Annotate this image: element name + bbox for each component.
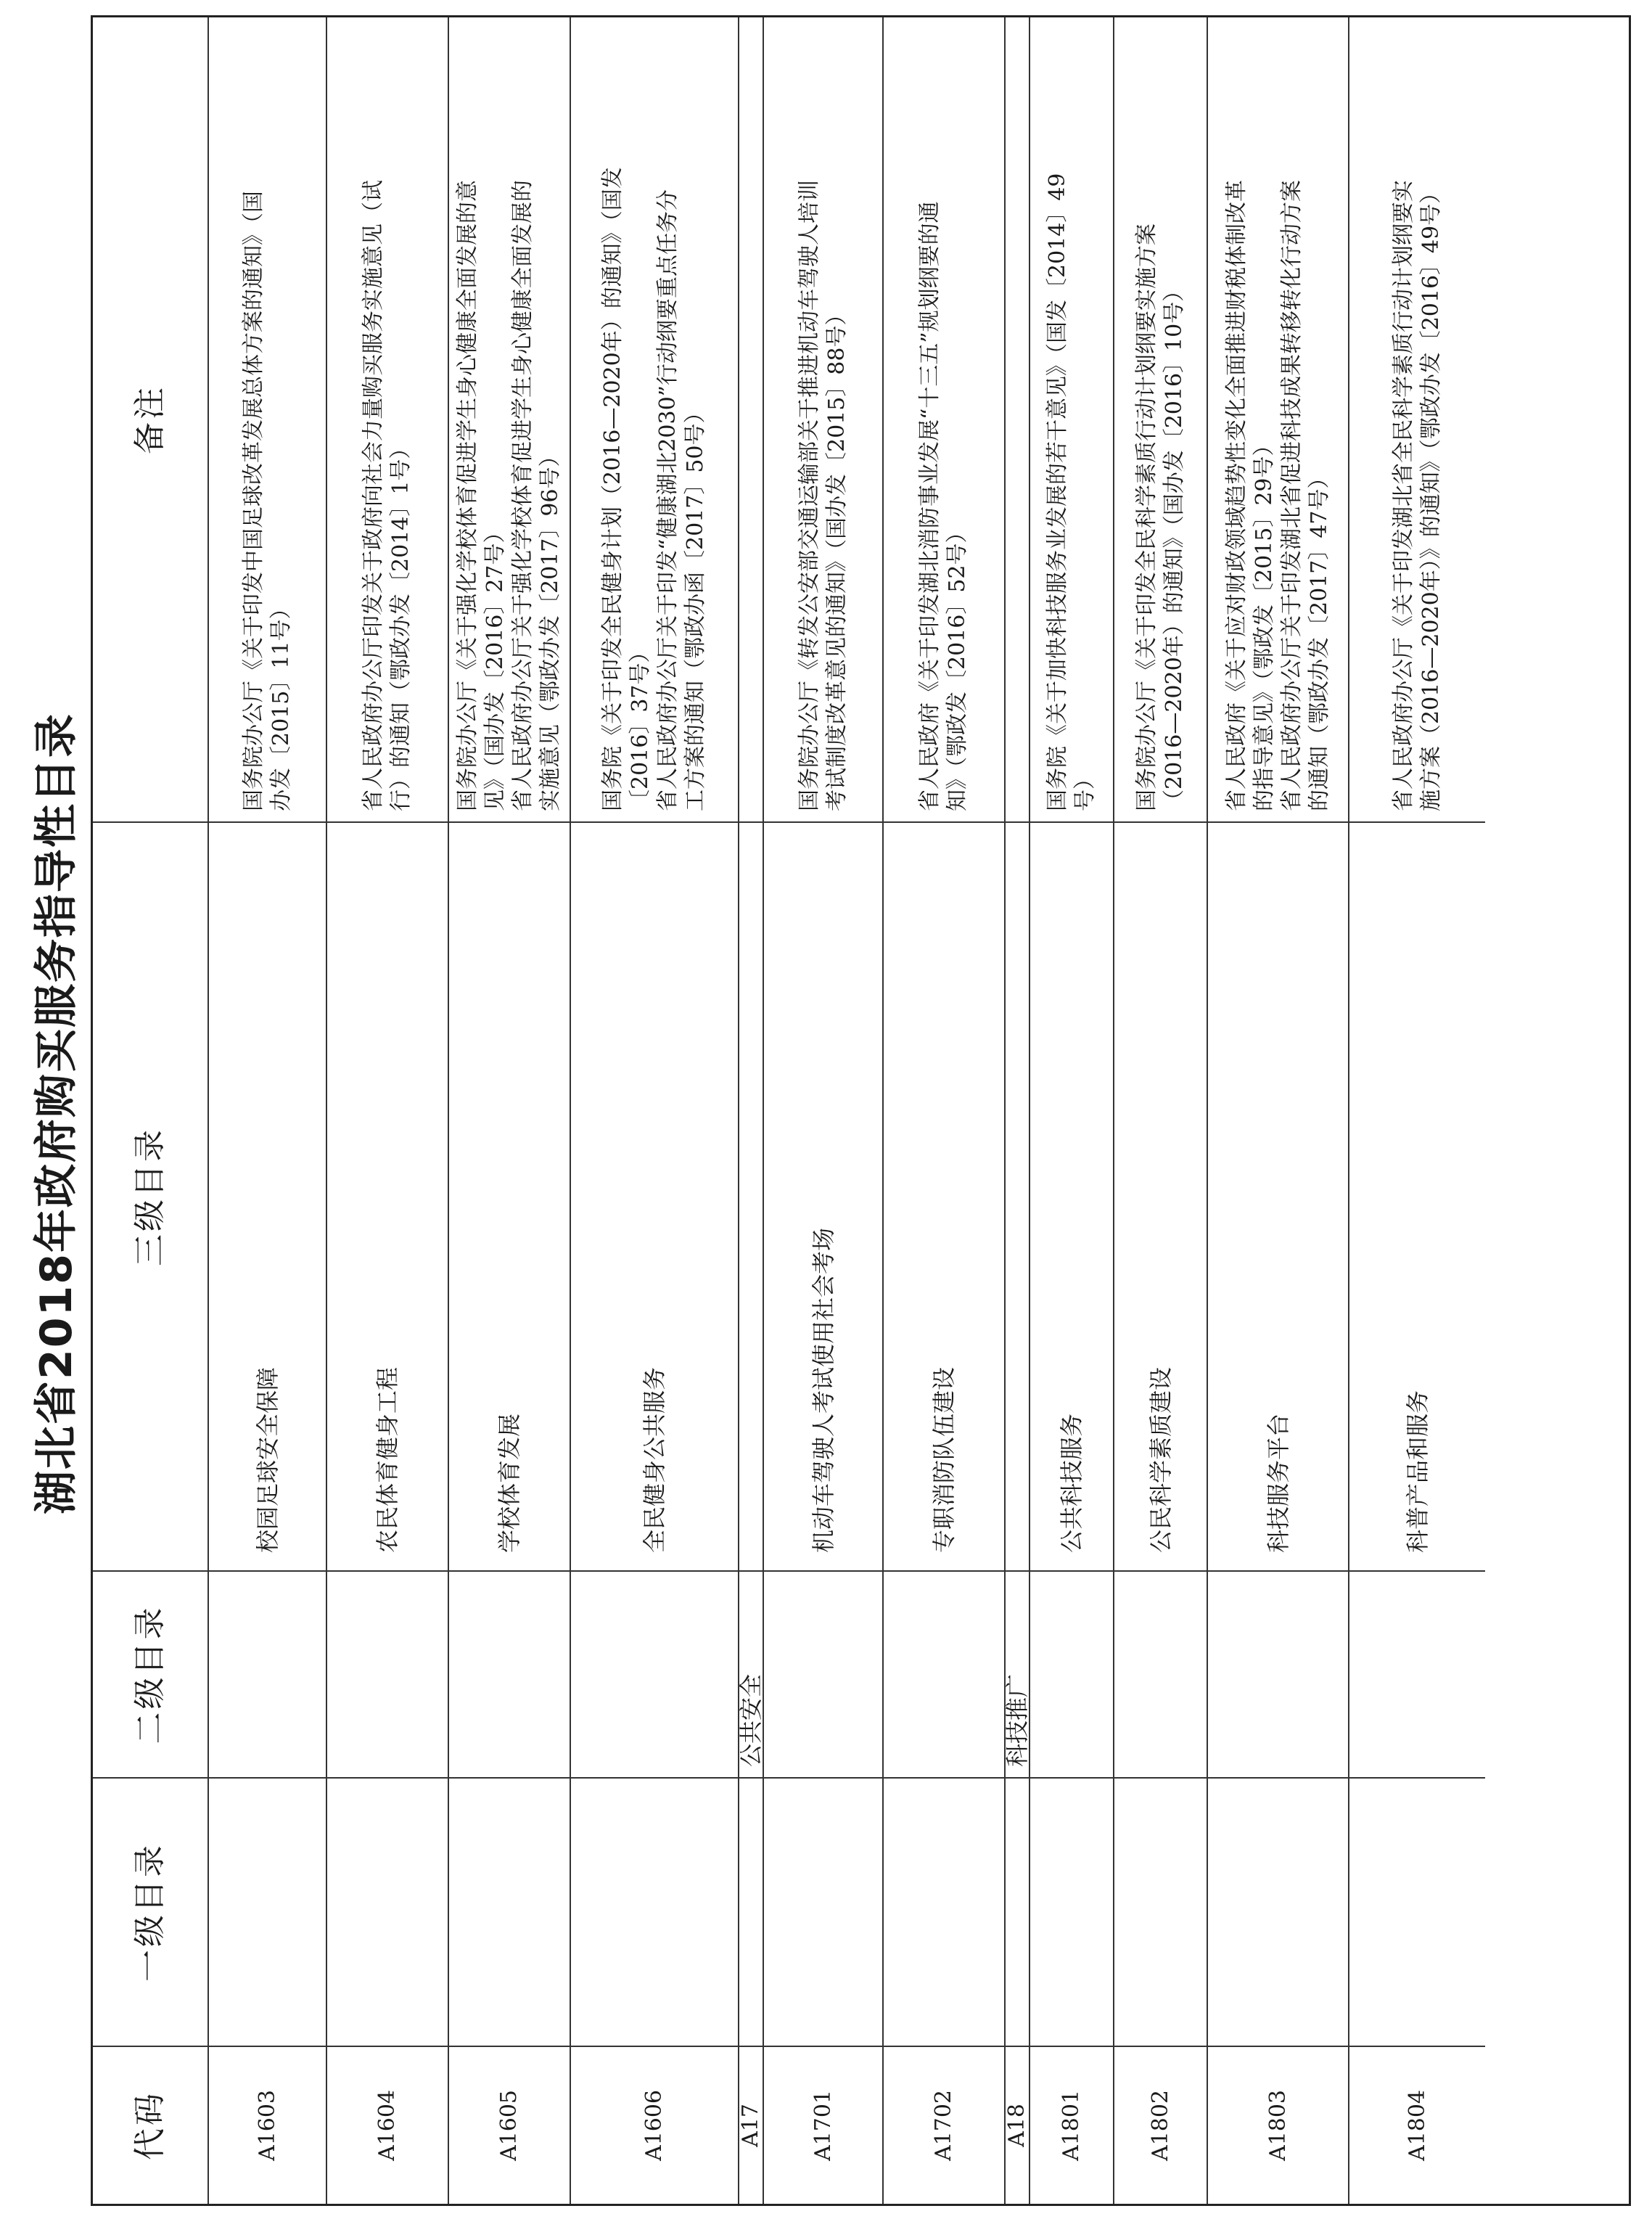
row-note <box>1006 17 1029 821</box>
note-line: 省人民政府办公厅印发关于政府向社会力量购买服务实施意见（试 <box>361 180 386 811</box>
note-line: 施方案（2016—2020年）》的通知》（鄂政办发〔2016〕49号） <box>1418 181 1444 811</box>
row-code: A1605 <box>449 2046 570 2204</box>
note-line: 省人民政府《关于印发湖北消防事业发展“十三五”规划纲要的通 <box>917 201 942 811</box>
row-level3: 科普产品和服务 <box>1349 821 1485 1570</box>
row-note <box>1114 17 1207 821</box>
row-level3: 全民健身公共服务 <box>571 821 738 1570</box>
row-level2 <box>1349 1570 1485 1777</box>
note-line: 国务院《关于印发全民健身计划（2016—2020年）的通知》（国发 <box>600 167 625 811</box>
note-line: （2016—2020年）的通知》（国办发〔2016〕10号） <box>1161 279 1187 811</box>
table-row <box>764 17 884 2204</box>
row-note <box>739 17 763 821</box>
row-level2: 科技推广 <box>1006 1570 1029 1777</box>
note-line: 号） <box>1072 768 1098 811</box>
row-level3: 公民科学素质建设 <box>1114 821 1207 1570</box>
table-row <box>1114 17 1208 2204</box>
row-level2 <box>884 1570 1004 1777</box>
row-code: A1604 <box>327 2046 448 2204</box>
table-row <box>739 17 764 2204</box>
table-row <box>1003 17 1031 2204</box>
header-note: 备注 <box>131 385 168 454</box>
row-level3 <box>739 821 763 1570</box>
row-note <box>327 17 448 821</box>
row-note <box>209 17 326 821</box>
table-row <box>1030 17 1114 2204</box>
note-line: 省人民政府办公厅关于强化学校体育促进学生身心健康全面发展的 <box>510 180 535 811</box>
row-level1 <box>1006 1777 1029 2046</box>
row-level2 <box>1114 1570 1207 1777</box>
table-body <box>209 17 1629 2204</box>
row-level3: 机动车驾驶人考试使用社会考场 <box>764 821 882 1570</box>
row-note <box>764 17 882 821</box>
row-level1 <box>1208 1777 1348 2046</box>
row-level3: 专职消防队伍建设 <box>884 821 1004 1570</box>
note-line: 省人民政府《关于应对财政领域趋势性变化全面推进财税体制改革 <box>1223 180 1249 811</box>
row-note <box>571 17 738 821</box>
page-title: 湖北省2018年政府购买服务指导性目录 <box>31 713 82 1514</box>
note-line: 的指导意见》（鄂政发〔2015〕29号） <box>1251 434 1277 811</box>
row-code: A1801 <box>1030 2046 1113 2204</box>
table-row <box>449 17 571 2204</box>
row-level2 <box>1030 1570 1113 1777</box>
note-line: 工方案的通知（鄂政办函〔2017〕50号） <box>683 401 708 811</box>
row-note <box>1349 17 1485 821</box>
row-code: A1702 <box>884 2046 1004 2204</box>
note-line: 的通知（鄂政办发〔2017〕47号） <box>1306 467 1332 811</box>
note-line: 实施意见（鄂政办发〔2017〕96号） <box>538 445 563 811</box>
row-level1 <box>764 1777 882 2046</box>
table-row <box>571 17 739 2204</box>
row-code: A1603 <box>209 2046 326 2204</box>
row-level1 <box>884 1777 1004 2046</box>
row-code: A1701 <box>764 2046 882 2204</box>
note-line: 省人民政府办公厅《关于印发湖北省全民科学素质行动计划纲要实 <box>1390 180 1416 811</box>
row-level1 <box>449 1777 570 2046</box>
note-line: 国务院办公厅《关于印发中国足球改革发展总体方案的通知》（国 <box>240 191 266 811</box>
table-row <box>1349 17 1485 2204</box>
table-row <box>884 17 1006 2204</box>
row-level1 <box>1349 1777 1485 2046</box>
row-level2 <box>571 1570 738 1777</box>
row-level3: 公共科技服务 <box>1030 821 1113 1570</box>
row-level1 <box>739 1777 763 2046</box>
row-level1 <box>571 1777 738 2046</box>
row-code: A1802 <box>1114 2046 1207 2204</box>
row-note <box>1030 17 1113 821</box>
row-level2 <box>209 1570 326 1777</box>
note-line: 国务院办公厅《转发公安部交通运输部关于推进机动车驾驶人培训 <box>796 180 822 811</box>
note-line: 国务院办公厅《关于印发全民科学素质行动计划纲要实施方案 <box>1133 223 1159 811</box>
row-level1 <box>209 1777 326 2046</box>
row-code: A1804 <box>1349 2046 1485 2204</box>
note-line: 知》（鄂政发〔2016〕52号） <box>945 521 970 811</box>
row-note <box>884 17 1004 821</box>
note-line: 国务院办公厅《关于强化学校体育促进学生身心健康全面发展的意 <box>455 180 480 811</box>
row-code: A17 <box>739 2046 763 2204</box>
table-row <box>209 17 327 2204</box>
row-note <box>449 17 570 821</box>
header-level2: 二级目录 <box>93 1570 207 1777</box>
note-line: 〔2016〕37号） <box>628 641 653 811</box>
table-row <box>327 17 449 2204</box>
row-code: A1803 <box>1208 2046 1348 2204</box>
row-level2 <box>449 1570 570 1777</box>
row-level3: 科技服务平台 <box>1208 821 1348 1570</box>
note-line: 办发〔2015〕11号） <box>268 597 294 811</box>
header-level1: 一级目录 <box>93 1777 207 2046</box>
table-header-row <box>93 17 209 2204</box>
row-level1 <box>1114 1777 1207 2046</box>
note-line: 见》（国办发〔2016〕27号） <box>482 521 508 811</box>
row-level2 <box>764 1570 882 1777</box>
row-level3: 农民体育健身工程 <box>327 821 448 1570</box>
row-level2 <box>327 1570 448 1777</box>
table-row <box>1208 17 1349 2204</box>
row-level3: 校园足球安全保障 <box>209 821 326 1570</box>
note-line: 行）的通知（鄂政办发〔2014〕1号） <box>388 437 414 811</box>
row-level1 <box>327 1777 448 2046</box>
row-level2: 公共安全 <box>739 1570 763 1777</box>
note-line: 考试制度改革意见的通知》（国办发〔2015〕88号） <box>823 303 850 811</box>
header-level3: 三级目录 <box>93 821 207 1570</box>
row-note <box>1208 17 1348 821</box>
note-line: 省人民政府办公厅关于印发湖北省促进科技成果转移转化行动方案 <box>1278 180 1304 811</box>
row-level3: 学校体育发展 <box>449 821 570 1570</box>
row-level1 <box>1030 1777 1113 2046</box>
row-level3 <box>1006 821 1029 1570</box>
note-line: 省人民政府办公厅关于印发“健康湖北2030”行动纲要重点任务分 <box>655 189 681 811</box>
directory-table <box>91 15 1631 2206</box>
note-line: 国务院《关于加快科技服务业发展的若干意见》（国发〔2014〕49 <box>1045 173 1070 811</box>
row-level2 <box>1208 1570 1348 1777</box>
row-code: A18 <box>1006 2046 1029 2204</box>
header-code: 代码 <box>93 2046 207 2204</box>
row-code: A1606 <box>571 2046 738 2204</box>
